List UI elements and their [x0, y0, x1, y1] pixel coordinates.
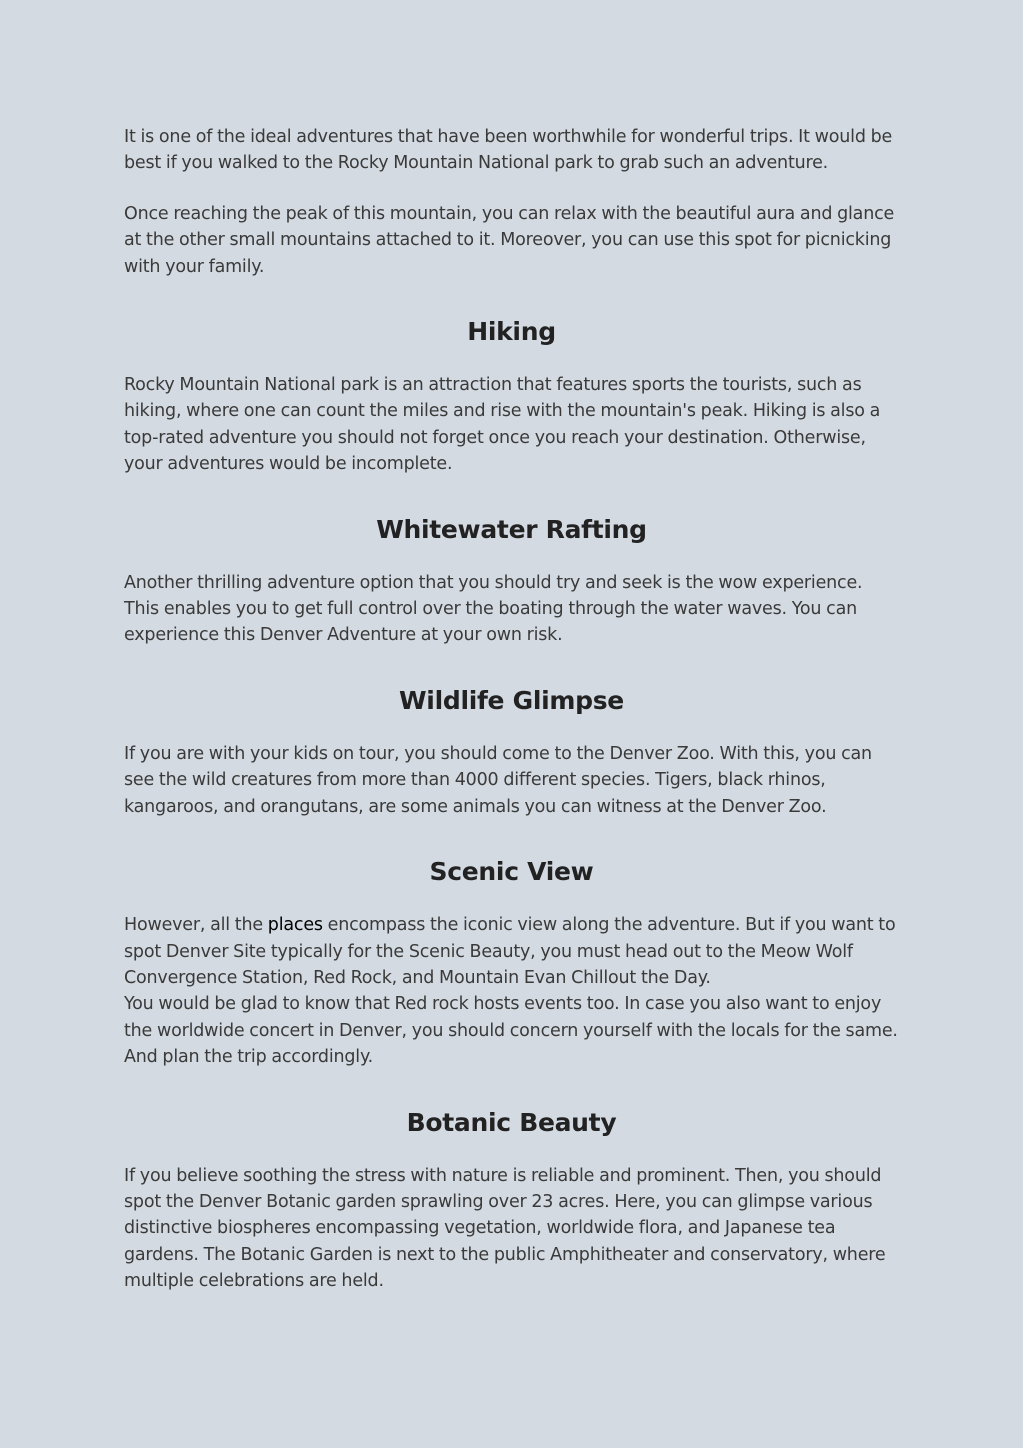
section-heading-wildlife: Wildlife Glimpse — [399, 685, 624, 715]
section-heading-rafting: Whitewater Rafting — [376, 514, 647, 544]
section-body-scenic — [124, 912, 899, 991]
intro-paragraph-2: Once reaching the peak of this mountain, you can relax with the beautiful aura and glance at the other small mountains attached to it. Moreover, you can use this spot for picnicking with your family. — [124, 203, 895, 277]
section-body-botanic: If you believe soothing the stress with nature is reliable and prominent. Then, you should spot the Denver Botanic garden sprawling over 23 acres. Here, you can glimpse various distinctive biospheres encompassing vegetation, worldwide flora, and Japanese tea gardens. The Botanic Garden is next to the public Amphitheater and conservatory, where multiple celebrations are held. — [124, 1165, 886, 1292]
places-link[interactable]: places — [267, 915, 323, 936]
section-heading-scenic: Scenic View — [429, 857, 594, 887]
scenic-text-after-link: encompass the iconic view along the adventure. But if you want to spot Denver Site typically for the Scenic Beauty, you must head out to the Meow Wolf Convergence Station, Red Rock, and Mountain Evan Chillout the Day. — [124, 915, 896, 988]
section-body-hiking: Rocky Mountain National park is an attraction that features sports the tourists, such as hiking, where one can count the miles and rise with the mountain's peak. Hiking is also a top-rated adventure you should not forget once you reach your destination. Otherwise, your adventures would be incomplete. — [124, 375, 881, 475]
section-body-rafting: Another thrilling adventure option that you should try and seek is the wow experience. This enables you to get full control over the boating through the water waves. You can experience this Denver Adventure at your own risk. — [124, 572, 863, 646]
section-body-wildlife: If you are with your kids on tour, you should come to the Denver Zoo. With this, you can see the wild creatures from more than 4000 different species. Tigers, black rhinos, kangaroos, and orangutans, are some animals you can witness at the Denver Zoo. — [124, 743, 872, 817]
scenic-text-before-link: However, all the — [124, 915, 268, 936]
article-content — [124, 124, 899, 1295]
section-heading-hiking: Hiking — [467, 317, 556, 347]
section-heading-botanic: Botanic Beauty — [406, 1107, 617, 1137]
section-body-scenic-2: You would be glad to know that Red rock hosts events too. In case you also want to enjoy the worldwide concert in Denver, you should concern yourself with the locals for the same. And plan the trip accordingly. — [124, 994, 898, 1068]
intro-paragraph-1: It is one of the ideal adventures that have been worthwhile for wonderful trips. It would be best if you walked to the Rocky Mountain National park to grab such an adventure. — [124, 127, 893, 174]
